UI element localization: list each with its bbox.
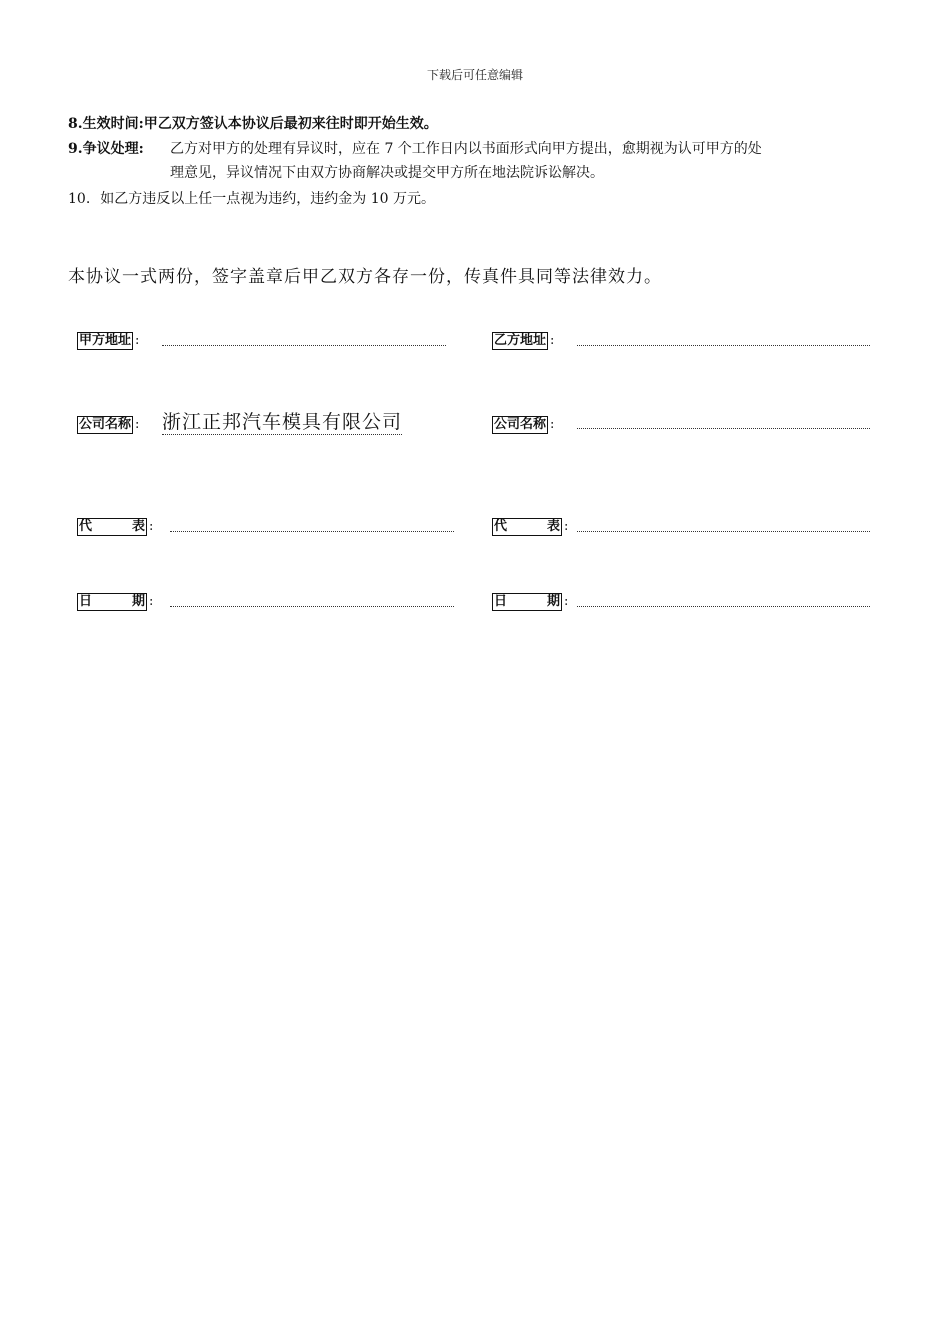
party-b-date-row xyxy=(492,590,568,611)
party-b-rep-row xyxy=(492,515,568,536)
party-b-address-label: 乙方地址 xyxy=(494,333,547,348)
clause-10 xyxy=(68,188,435,210)
party-a-date-label xyxy=(77,593,147,611)
label-char: 期 xyxy=(131,594,145,609)
colon: : xyxy=(135,417,140,432)
colon: : xyxy=(149,519,154,534)
label-char: 日 xyxy=(79,594,93,609)
label-char: 表 xyxy=(131,519,145,534)
party-a-address-row xyxy=(77,329,139,350)
clause-9-line1: 乙方对甲方的处理有异议时，应在 7 个工作日内以书面形式向甲方提出，愈期视为认可甲方的处 xyxy=(170,141,762,157)
party-a-address-label: 甲方地址 xyxy=(79,333,132,348)
label-char: 代 xyxy=(79,519,93,534)
colon: : xyxy=(550,417,555,432)
colon: : xyxy=(135,333,140,348)
party-a-company-label: 公司名称 xyxy=(79,417,132,432)
label-char: 表 xyxy=(546,519,560,534)
party-a-company-row xyxy=(77,413,139,434)
clause-8-text: 甲乙双方签认本协议后最初来往时即开始生效。 xyxy=(143,116,438,132)
party-b-rep-label xyxy=(492,518,562,536)
clause-8-label: 8.生效时间: xyxy=(68,116,144,132)
label-char: 期 xyxy=(546,594,560,609)
label-char: 日 xyxy=(494,594,508,609)
party-b-date-label xyxy=(492,593,562,611)
clause-8 xyxy=(68,113,438,135)
party-a-address-field[interactable] xyxy=(162,345,446,346)
clause-9-line2: 理意见，异议情况下由双方协商解决或提交甲方所在地法院诉讼解决。 xyxy=(170,165,604,181)
party-a-date-row xyxy=(77,590,153,611)
party-b-rep-field[interactable] xyxy=(577,531,870,532)
clause-9 xyxy=(68,138,762,160)
party-b-date-field[interactable] xyxy=(577,606,870,607)
clause-10-text: 如乙方违反以上任一点视为违约，违约金为 10 万元。 xyxy=(100,191,435,207)
party-b-address-row xyxy=(492,329,554,350)
label-char: 代 xyxy=(494,519,508,534)
colon: : xyxy=(149,594,154,609)
party-a-date-field[interactable] xyxy=(170,606,454,607)
colon: : xyxy=(564,594,569,609)
party-b-company-label: 公司名称 xyxy=(494,417,547,432)
colon: : xyxy=(550,333,555,348)
party-a-rep-field[interactable] xyxy=(170,531,454,532)
colon: : xyxy=(564,519,569,534)
party-b-address-field[interactable] xyxy=(577,345,870,346)
clause-9-label: 9.争议处理: xyxy=(68,141,144,157)
party-a-company-field[interactable] xyxy=(162,407,402,434)
party-b-company-row xyxy=(492,413,554,434)
party-a-rep-label xyxy=(77,518,147,536)
party-b-company-field[interactable] xyxy=(577,428,870,429)
page-header: 下载后可任意编辑 xyxy=(426,68,523,82)
party-a-company-value: 浙江正邦汽车模具有限公司 xyxy=(162,411,403,433)
party-a-rep-row xyxy=(77,515,153,536)
clause-10-number: 10. xyxy=(68,191,91,207)
closing-statement: 本协议一式两份，签字盖章后甲乙双方各存一份，传真件具同等法律效力。 xyxy=(68,267,662,287)
